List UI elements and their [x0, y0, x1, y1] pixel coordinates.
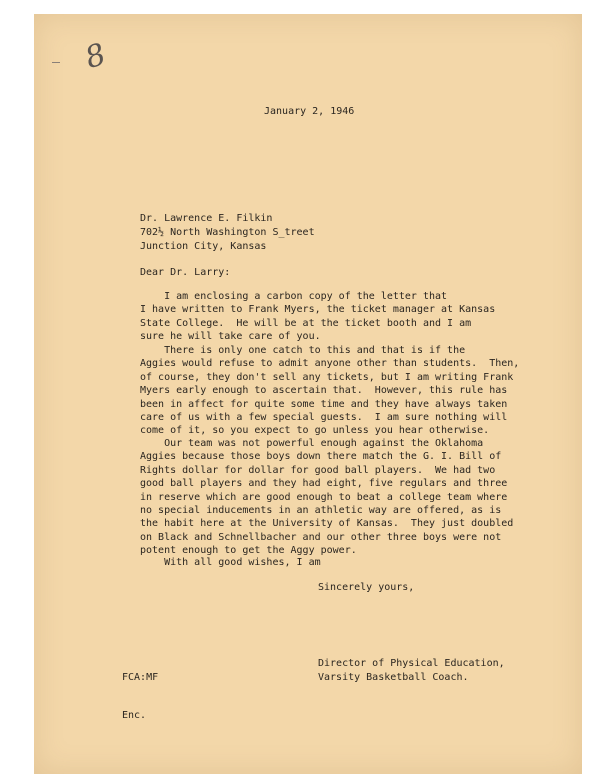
enclosure-notation: Enc. [122, 710, 147, 721]
recipient-city: Junction City, Kansas [140, 241, 267, 252]
recipient-street: 702½ North Washington S̲treet [140, 227, 315, 238]
signature-title-line-2: Varsity Basketball Coach. [318, 672, 469, 683]
paragraph-1: I am enclosing a carbon copy of the letter that I have written to Frank Myers, the ticket manager at Kansas State College. He will be at the ticket booth and I am sure he will take care of you. [140, 291, 496, 343]
signature-title-line-1: Director of Physical Education, [318, 658, 505, 669]
recipient-name: Dr. Lawrence E. Filkin [140, 213, 273, 224]
letter-page [34, 14, 582, 774]
paragraph-2: There is only one catch to this and that is if the Aggies would refuse to admit anyone other than students. Then, of course, they don't sell any tickets, but I am writing Frank Myers early enough to ascertain that. However, this rule has been in affect for quite some time and they have always taken care of us with a few special guests. I am sure nothing will come of it, so you expect to go unless you hear otherwise. [140, 345, 520, 437]
paragraph-4: With all good wishes, I am [140, 557, 321, 568]
letter-date: January 2, 1946 [264, 106, 355, 117]
paragraph-3: Our team was not powerful enough against the Oklahoma Aggies because those boys down there match the G. I. Bill of Rights dollar for dollar for good ball players. We had two good ball players and they had eight, five regulars and three in reserve which are good enough to beat a college team where no special inducements in an athletic way are offered, as is the habit here at the University of Kansas. They just doubled on Black and Schnellbacher and our other three boys were not potent enough to get the Aggy power. [140, 438, 514, 557]
handwritten-page-mark: 8 [80, 36, 110, 77]
salutation: Dear Dr. Larry: [140, 267, 231, 278]
reference-initials: FCA:MF [122, 672, 159, 683]
pencil-dash-mark [52, 62, 60, 63]
complimentary-closing: Sincerely yours, [318, 582, 415, 593]
